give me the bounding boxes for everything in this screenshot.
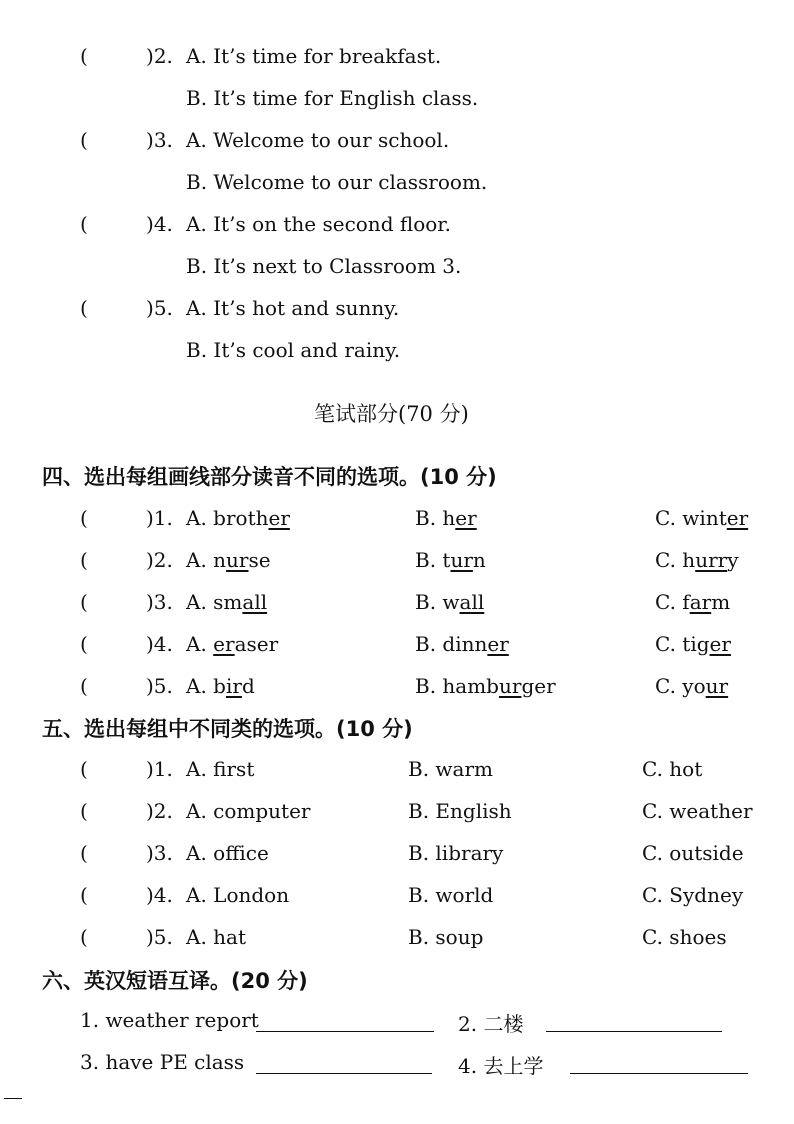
option-b: B. dinner: [415, 632, 509, 656]
option-a: A. nurse: [186, 548, 271, 572]
option-a: A. Welcome to our school.: [186, 128, 450, 152]
option-a: A. office: [186, 841, 269, 865]
written-part-title: 笔试部分(70 分): [314, 402, 469, 426]
answer-bracket[interactable]: (: [80, 590, 88, 614]
underlined-part: ur: [705, 674, 729, 698]
option-b: B. hamburger: [415, 674, 556, 698]
phrase-3: 3. have PE class: [80, 1050, 245, 1074]
question-number: )3.: [146, 128, 173, 152]
option-b: B. warm: [408, 757, 493, 781]
answer-bracket[interactable]: (: [80, 757, 88, 781]
underlined-part: ur: [450, 548, 473, 572]
option-b: B. library: [408, 841, 504, 865]
option-a: A. bird: [186, 674, 255, 698]
underlined-part: urr: [695, 548, 728, 572]
option-c: C. tiger: [655, 632, 731, 656]
question-number: )1.: [146, 506, 173, 530]
option-c: C. hurry: [655, 548, 739, 572]
underlined-part: er: [455, 506, 477, 530]
underlined-part: ur: [498, 674, 522, 698]
question-number: )2.: [146, 44, 173, 68]
underlined-part: all: [459, 590, 485, 614]
option-c: C. farm: [655, 590, 731, 614]
option-a: A. It’s on the second floor.: [186, 212, 451, 236]
underlined-part: er: [726, 506, 749, 530]
answer-bracket[interactable]: (: [80, 212, 88, 236]
answer-bracket[interactable]: (: [80, 128, 88, 152]
option-a: A. It’s hot and sunny.: [186, 296, 400, 320]
underlined-part: all: [242, 590, 268, 614]
answer-blank-2[interactable]: [546, 1030, 722, 1032]
option-b: B. world: [408, 883, 494, 907]
question-number: )2.: [146, 799, 173, 823]
answer-bracket[interactable]: (: [80, 506, 88, 530]
section-6-title: 六、英汉短语互译。(20 分): [42, 969, 308, 993]
answer-bracket[interactable]: (: [80, 799, 88, 823]
question-number: )5.: [146, 296, 173, 320]
option-b: B. soup: [408, 925, 484, 949]
section-4-title: 四、选出每组画线部分读音不同的选项。(10 分): [42, 465, 497, 489]
question-number: )1.: [146, 757, 173, 781]
answer-blank-1[interactable]: [256, 1030, 434, 1032]
answer-bracket[interactable]: (: [80, 841, 88, 865]
page-edge-mark: [4, 1098, 22, 1099]
phrase-4: 4. 去上学: [458, 1054, 544, 1078]
option-a: A. computer: [186, 799, 311, 823]
answer-bracket[interactable]: (: [80, 883, 88, 907]
phrase-2: 2. 二楼: [458, 1012, 524, 1036]
underlined-part: ar: [689, 590, 712, 614]
option-b: B. It’s next to Classroom 3.: [186, 254, 462, 278]
option-b: B. turn: [415, 548, 486, 572]
option-b: B. her: [415, 506, 477, 530]
option-b: B. wall: [415, 590, 485, 614]
option-a: A. first: [186, 757, 255, 781]
underlined-part: er: [709, 632, 731, 656]
question-number: )4.: [146, 212, 173, 236]
option-c: C. Sydney: [642, 883, 744, 907]
option-b: B. Welcome to our classroom.: [186, 170, 488, 194]
answer-bracket[interactable]: (: [80, 44, 88, 68]
option-a: A. small: [186, 590, 268, 614]
underlined-part: er: [213, 632, 235, 656]
question-number: )5.: [146, 674, 173, 698]
option-c: C. your: [655, 674, 729, 698]
question-number: )5.: [146, 925, 173, 949]
option-c: C. weather: [642, 799, 753, 823]
answer-bracket[interactable]: (: [80, 674, 88, 698]
answer-blank-4[interactable]: [570, 1072, 748, 1074]
answer-blank-3[interactable]: [256, 1072, 432, 1074]
option-a: A. brother: [186, 506, 290, 530]
phrase-1: 1. weather report: [80, 1008, 259, 1032]
question-number: )4.: [146, 883, 173, 907]
underlined-part: ur: [226, 548, 249, 572]
answer-bracket[interactable]: (: [80, 632, 88, 656]
underlined-part: er: [487, 632, 509, 656]
option-b: B. It’s time for English class.: [186, 86, 479, 110]
section-5-title: 五、选出每组中不同类的选项。(10 分): [42, 717, 413, 741]
underlined-part: ir: [225, 674, 242, 698]
question-number: )2.: [146, 548, 173, 572]
option-b: B. English: [408, 799, 512, 823]
option-a: A. It’s time for breakfast.: [186, 44, 442, 68]
option-c: C. shoes: [642, 925, 727, 949]
option-c: C. hot: [642, 757, 703, 781]
answer-bracket[interactable]: (: [80, 925, 88, 949]
question-number: )3.: [146, 841, 173, 865]
option-a: A. hat: [186, 925, 246, 949]
underlined-part: er: [268, 506, 290, 530]
option-c: C. winter: [655, 506, 749, 530]
option-a: A. London: [186, 883, 290, 907]
question-number: )4.: [146, 632, 173, 656]
answer-bracket[interactable]: (: [80, 548, 88, 572]
option-a: A. eraser: [186, 632, 279, 656]
question-number: )3.: [146, 590, 173, 614]
option-b: B. It’s cool and rainy.: [186, 338, 401, 362]
answer-bracket[interactable]: (: [80, 296, 88, 320]
option-c: C. outside: [642, 841, 744, 865]
